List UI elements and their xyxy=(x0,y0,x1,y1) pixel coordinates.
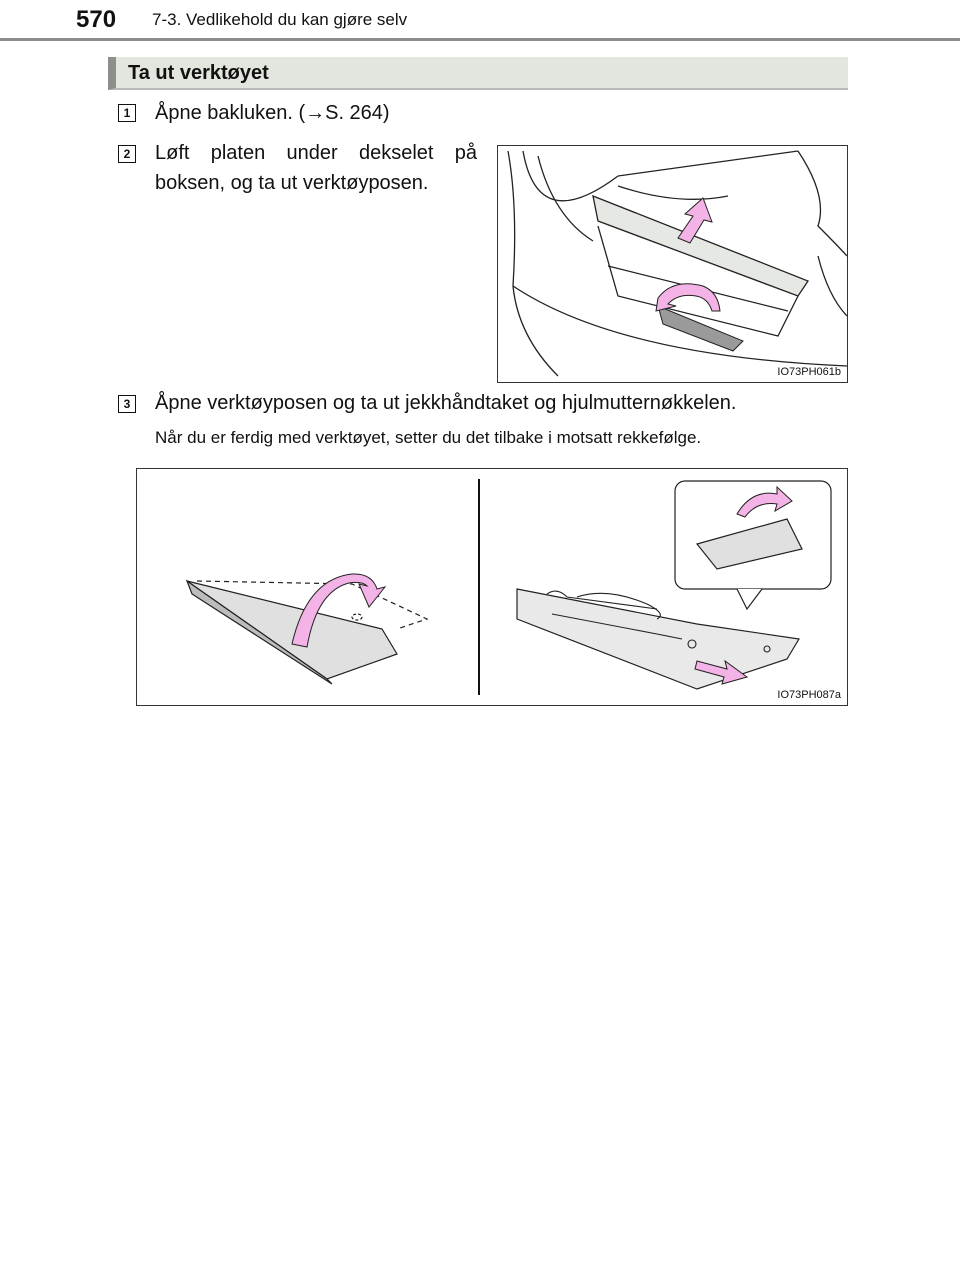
section-heading: Ta ut verktøyet xyxy=(108,57,848,90)
figure-tool-bag xyxy=(136,468,848,706)
step-number-2: 2 xyxy=(118,145,136,163)
page-number: 570 xyxy=(76,6,117,33)
figure-code: IO73PH087a xyxy=(777,689,841,701)
step-text-1: Åpne bakluken. (→S. 264) xyxy=(155,102,390,124)
note-text: Når du er ferdig med verktøyet, setter du det tilbake i motsatt rekkefølge. xyxy=(155,428,702,447)
step-text-3: Åpne verktøyposen og ta ut jekkhåndtaket og hjulmutternøkkelen. xyxy=(155,392,737,414)
header-rule xyxy=(0,38,960,41)
step-number-3: 3 xyxy=(118,395,136,413)
rotate-arrow-icon xyxy=(656,284,720,311)
chapter-title: 7-3. Vedlikehold du kan gjøre selv xyxy=(152,10,408,29)
figure-trunk-lid xyxy=(497,145,848,383)
step-number-1: 1 xyxy=(118,104,136,122)
figure-code: IO73PH061b xyxy=(777,366,841,378)
step-text-2: Løft platen under dekselet på boksen, og ta ut verktøyposen. xyxy=(155,142,477,194)
tool-bag-illustration xyxy=(137,469,847,705)
trunk-illustration xyxy=(498,146,847,382)
